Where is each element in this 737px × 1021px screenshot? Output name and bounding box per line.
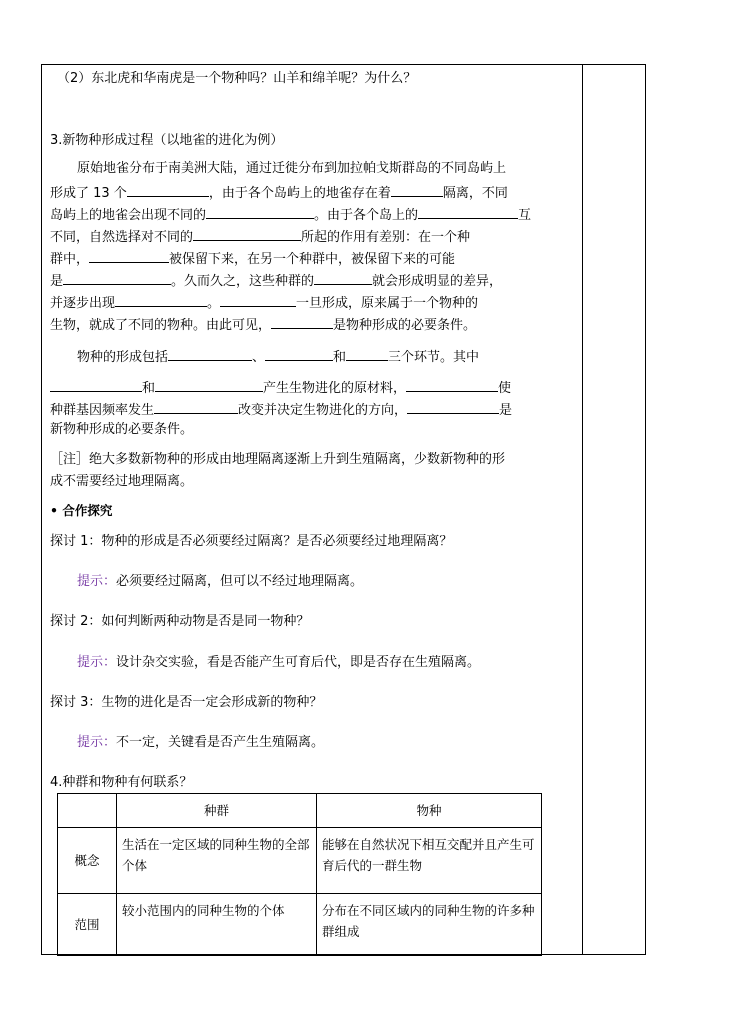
p1-line-5: 群中， 被保留下来，在另一个种群中，被保留下来的可能 — [50, 252, 456, 267]
blank — [220, 294, 296, 307]
p2-line-2: 和 产生生物进化的原材料， 使 — [50, 379, 511, 395]
blank — [206, 206, 314, 219]
p1-line-4: 不同，自然选择对不同的 所起的作用有差别：在一个种 — [50, 230, 471, 245]
table-cell: 分布在不同区域内的同种生物的许多种群组成 — [317, 894, 542, 956]
population-species-table — [57, 793, 542, 956]
table-header-cell — [58, 794, 117, 828]
p1-line-6: 是 。久而久之，这些种群的 就会形成明显的差异， — [50, 274, 503, 289]
hint-label: 提示： — [77, 735, 117, 750]
blank — [265, 348, 333, 361]
section-3-title: 3.新物种形成过程（以地雀的进化为例） — [50, 133, 284, 148]
discussion-2: 探讨 2：如何判断两种动物是否是同一物种？ — [50, 614, 310, 629]
blank — [127, 184, 209, 197]
hint-label: 提示： — [77, 574, 117, 589]
p1-line-1: 原始地雀分布于南美洲大陆，通过迁徙分布到加拉帕戈斯群岛的不同岛屿上 — [77, 161, 507, 176]
blank — [154, 401, 238, 414]
blank — [406, 379, 498, 392]
worksheet-frame — [41, 64, 646, 955]
section-4-title: 4.种群和物种有何联系？ — [50, 775, 193, 790]
table-row — [58, 894, 542, 956]
blank — [50, 379, 142, 392]
table-cell: 能够在自然状况下相互交配并且产生可育后代的一群生物 — [317, 828, 542, 894]
discussion-3-hint: 提示：不一定，关键看是否产生生殖隔离。 — [77, 735, 325, 750]
table-header-row — [58, 794, 542, 828]
blank — [407, 401, 499, 414]
blank — [271, 316, 333, 329]
note-line-2: 成不需要经过地理隔离。 — [50, 474, 194, 489]
blank — [346, 348, 388, 361]
table-row-label: 范围 — [58, 894, 117, 956]
discussion-1-hint: 提示：必须要经过隔离，但可以不经过地理隔离。 — [77, 574, 364, 589]
discussion-1: 探讨 1：物种的形成是否必须要经过隔离？是否必须要经过地理隔离？ — [50, 534, 453, 549]
blank — [193, 228, 301, 241]
blank — [63, 272, 171, 285]
p2-line-4: 新物种形成的必要条件。 — [50, 422, 194, 437]
p2-line-1: 物种的形成包括 、 和 三个环节。其中 — [77, 350, 480, 365]
blank — [168, 348, 252, 361]
question-2: （2）东北虎和华南虎是一个物种吗？山羊和绵羊呢？为什么？ — [57, 71, 417, 86]
blank — [115, 294, 207, 307]
table-row-label: 概念 — [58, 828, 117, 894]
table-header-cell: 物种 — [317, 794, 542, 828]
table-cell: 生活在一定区域的同种生物的全部个体 — [117, 828, 317, 894]
p1-line-8: 生物，就成了不同的物种。由此可见， 是物种形成的必要条件。 — [50, 318, 477, 333]
column-divider — [582, 65, 583, 954]
discussion-3: 探讨 3：生物的进化是否一定会形成新的物种？ — [50, 695, 323, 710]
blank — [89, 250, 169, 263]
blank — [155, 379, 263, 392]
blank — [418, 206, 518, 219]
cooperative-inquiry-heading: • 合作探究 — [50, 503, 113, 518]
blank — [391, 184, 443, 197]
p2-line-3: 种群基因频率发生 改变并决定生物进化的方向， 是 — [50, 403, 513, 418]
table-row — [58, 828, 542, 894]
p1-line-7: 并逐步出现 。 一旦形成，原来属于一个物种的 — [50, 296, 479, 311]
main-column — [42, 65, 582, 954]
discussion-2-hint: 提示：设计杂交实验，看是否能产生可育后代，即是否存在生殖隔离。 — [77, 655, 481, 670]
blank — [314, 272, 372, 285]
hint-label: 提示： — [77, 655, 117, 670]
note-line-1: ［注］绝大多数新物种的形成由地理隔离逐渐上升到生殖隔离，少数新物种的形 — [50, 452, 506, 467]
p1-line-2: 形成了 13 个 ，由于各个岛屿上的地雀存在着 隔离，不同 — [50, 186, 508, 201]
table-cell: 较小范围内的同种生物的个体 — [117, 894, 317, 956]
table-header-cell: 种群 — [117, 794, 317, 828]
p1-line-3: 岛屿上的地雀会出现不同的 。由于各个岛上的 互 — [50, 208, 532, 223]
